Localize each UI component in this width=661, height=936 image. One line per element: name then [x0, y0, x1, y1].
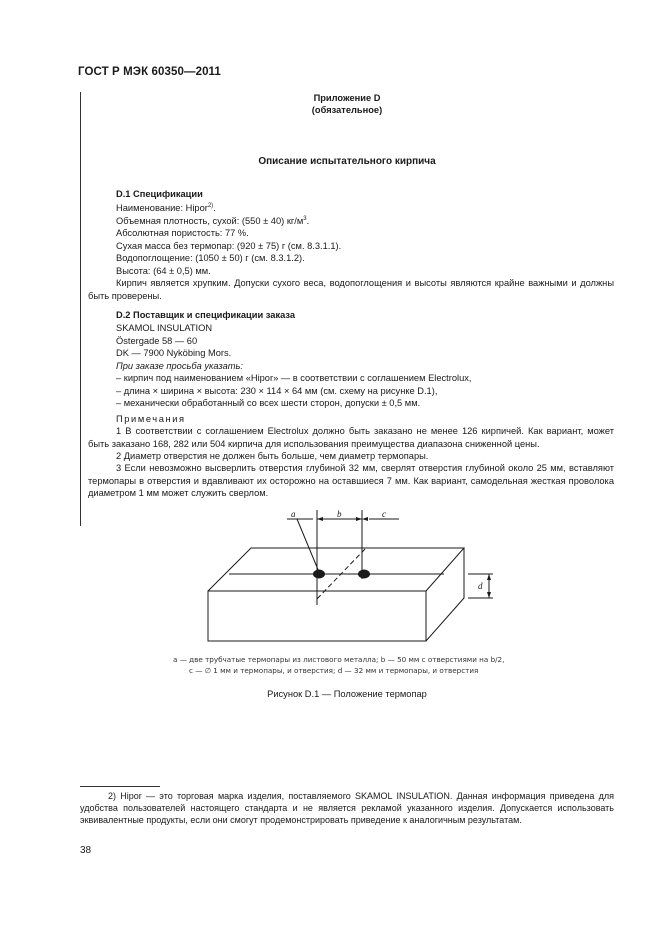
- arrow-b-left: [317, 517, 323, 521]
- brick-diagram: [195, 505, 505, 645]
- figure-caption: Рисунок D.1 — Положение термопар: [267, 689, 427, 699]
- thermocouple-hole-right: [358, 570, 370, 579]
- order-bullet: – кирпич под наименованием «Hipor» — в соответствии с соглашением Electrolux,: [116, 373, 472, 383]
- spec-name: Наименование: Hipor$^{2)}$.: [116, 202, 216, 213]
- spec-dry-mass: Сухая масса без термопар: (920 ± 75) г (см. 8.3.1.1).: [116, 241, 342, 251]
- note-2: 2 Диаметр отверстия не должен быть больше, чем диаметр термопары.: [116, 451, 429, 461]
- page-number: 38: [80, 845, 92, 856]
- label-b: b: [337, 509, 342, 519]
- spec-density: Объемная плотность, сухой: (550 ± 40) $кг/м^3$.: [116, 215, 310, 226]
- note-1: 1 В соответствии с соглашением Electrolux должно быть заказано не менее 126 кирпичей. Как вариант, может быть заказано 168, 282 или 504 кирпича для использования преимущества диапазона сниженной цены.: [88, 426, 614, 449]
- leader-a-pointer: [297, 519, 319, 572]
- footnote-rule: [80, 786, 160, 787]
- supplier-company: SKAMOL INSULATION: [116, 323, 213, 333]
- spec-water-absorption: Водопоглощение: (1050 ± 50) г (см. 8.3.1.2).: [116, 253, 305, 263]
- arrow-c: [362, 517, 368, 521]
- thermocouple-hole-left: [313, 570, 325, 579]
- section-heading-d1: D.1 Спецификации: [116, 189, 203, 199]
- figure-legend-line1: a — две трубчатые термопары из листового металла; b — 50 мм с отверстиями на b/2,: [173, 655, 505, 664]
- arrow-d-top: [487, 574, 491, 580]
- figure-legend-line2: c — ∅ 1 мм и термопары, и отверстия; d — 32 мм и термопары, и отверстия: [189, 666, 479, 675]
- order-intro: При заказе просьба указать:: [116, 361, 243, 371]
- order-bullet: – механически обработанный со всех шести сторон, допуски ± 0,5 мм.: [116, 398, 421, 408]
- spec-height: Высота: (64 ± 0,5) мм.: [116, 266, 211, 276]
- supplier-street: Östergade 58 — 60: [116, 336, 198, 346]
- label-c: c: [382, 509, 386, 519]
- document-header: ГОСТ Р МЭК 60350—2011: [78, 66, 221, 78]
- arrow-d-bottom: [487, 592, 491, 598]
- supplier-city: DK — 7900 Nyköbing Mors.: [116, 348, 232, 358]
- section-heading-d2: D.2 Поставщик и спецификации заказа: [116, 310, 296, 320]
- appendix-label: Приложение D: [313, 93, 381, 103]
- footnote-ref: 2): [207, 202, 214, 209]
- spec-note: Кирпич является хрупким. Допуски сухого веса, водопоглощения и высоты являются крайне важными и должны быть проверены.: [88, 278, 614, 301]
- arrow-b-right: [356, 517, 362, 521]
- note-3: 3 Если невозможно высверлить отверстия глубиной 32 мм, сверлят отверстия глубиной около 25 мм, вставляют термопары в отверстия и вдавливают их осторожно на оставшиеся 7 мм. Как вариант, самодельная жесткая проволока диаметром 1 мм может служить сверлом.: [88, 463, 614, 498]
- label-d: d: [478, 581, 483, 591]
- footnote: 2) Hipor — это торговая марка изделия, поставляемого SKAMOL INSULATION. Данная информация приведена для удобства пользователей настоящего стандарта и не является рекламой указанного изделия. Допускается использовать эквивалентные продукты, если они смогут продемонстрировать приведение к аналогичным результатам.: [80, 791, 614, 825]
- order-bullet: – длина × ширина × высота: 230 × 114 × 64 мм (см. схему на рисунке D.1),: [116, 386, 438, 396]
- label-a: a: [291, 509, 296, 519]
- notes-heading: Примечания: [116, 414, 186, 424]
- appendix-status: (обязательное): [311, 105, 383, 115]
- brick-side-face: [426, 548, 464, 641]
- brick-top-face: [208, 548, 464, 591]
- spec-porosity: Абсолютная пористость: 77 %.: [116, 228, 249, 238]
- appendix-title: Описание испытательного кирпича: [258, 156, 436, 167]
